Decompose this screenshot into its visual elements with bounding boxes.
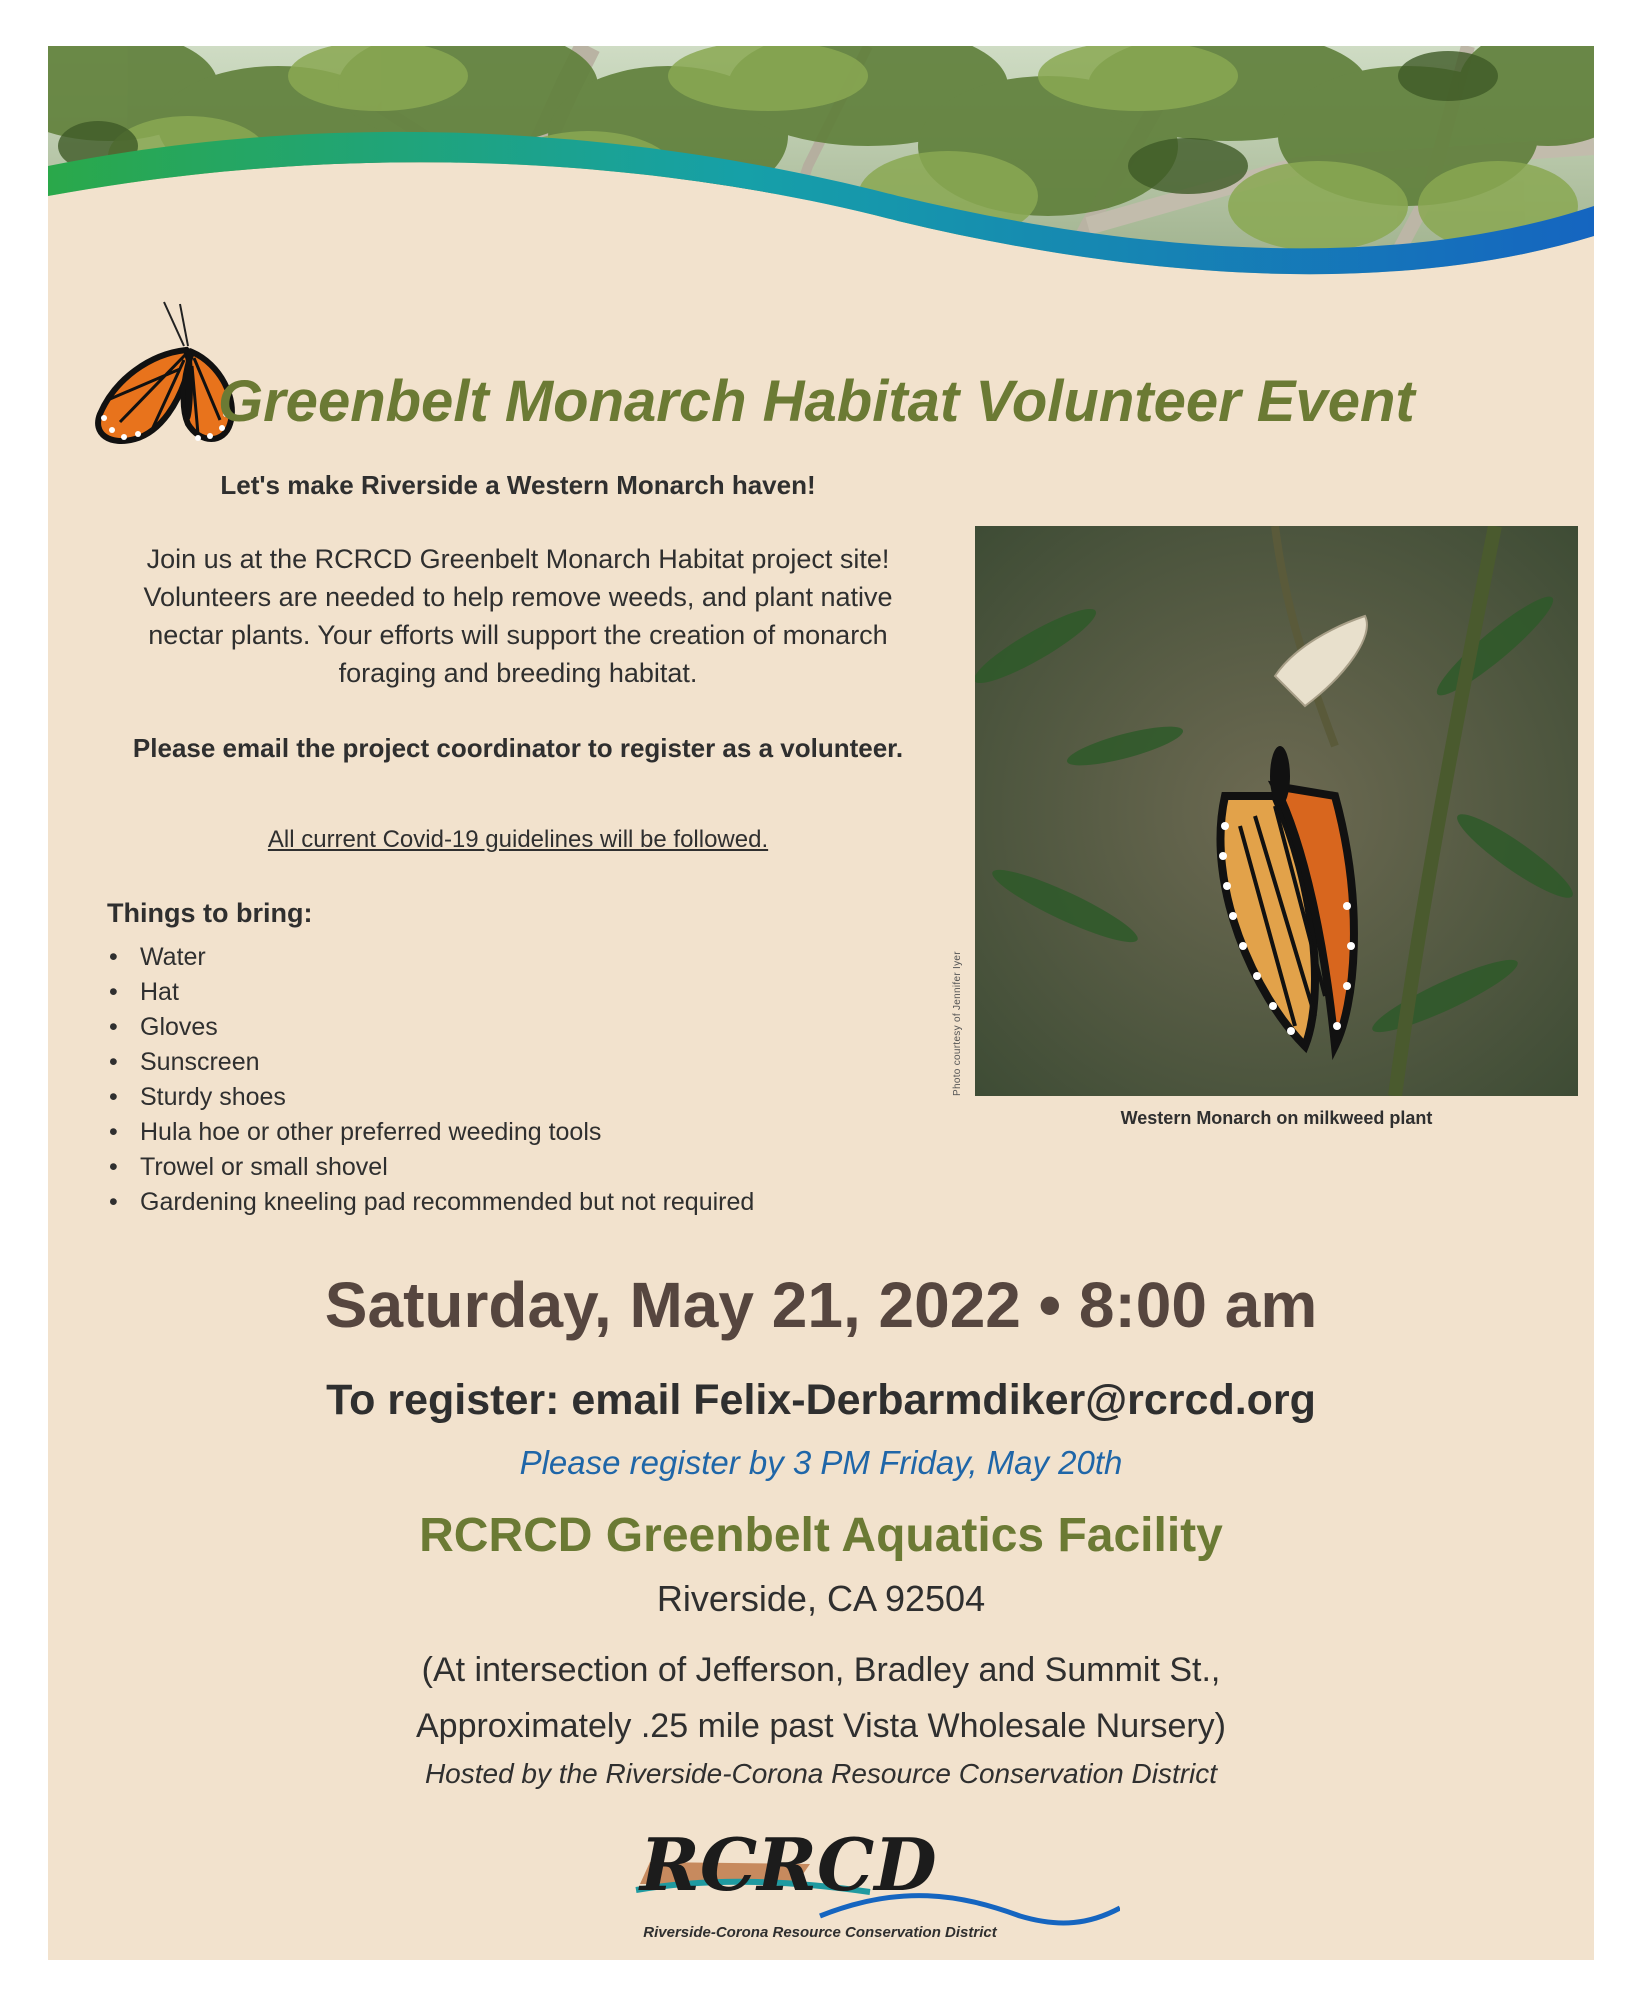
list-item: • Trowel or small shovel <box>107 1150 754 1185</box>
list-item: • Water <box>107 940 754 975</box>
list-item: • Sturdy shoes <box>107 1080 754 1115</box>
list-item: • Gloves <box>107 1010 754 1045</box>
tree-canopy-banner <box>48 46 1594 346</box>
registration-deadline: Please register by 3 PM Friday, May 20th <box>519 1444 1123 1481</box>
event-date-time: Saturday, May 21, 2022 • 8:00 am <box>324 1269 1318 1341</box>
rcrcd-logo <box>600 1824 1120 1926</box>
covid-note <box>108 826 928 854</box>
covid-note-text: All current Covid-19 guidelines will be followed. <box>267 826 769 853</box>
list-item: • Gardening kneeling pad recommended but not required <box>107 1185 754 1220</box>
list-item: • Sunscreen <box>107 1045 754 1080</box>
photo-credit: Photo courtesy of Jennifer Iyer <box>952 951 963 1096</box>
city-line: Riverside, CA 92504 <box>656 1578 986 1619</box>
directions-line-2: Approximately .25 mile past Vista Wholesale Nursery) <box>415 1707 1227 1745</box>
directions-line-1: (At intersection of Jefferson, Bradley and Summit St., <box>421 1651 1221 1689</box>
hosted-by: Hosted by the Riverside-Corona Resource Conservation District <box>424 1758 1218 1789</box>
list-item: • Hula hoe or other preferred weeding tools <box>107 1115 754 1150</box>
monarch-butterfly-icon <box>80 294 240 454</box>
things-to-bring-heading: Things to bring: <box>107 898 313 928</box>
intro-paragraph: Join us at the RCRCD Greenbelt Monarch Habitat project site! Volunteers are needed to help remove weeds, and plant native nectar plants. Your efforts will support the creation of monarch foraging and breeding habitat. <box>143 544 893 688</box>
things-to-bring-list <box>107 940 754 1220</box>
intro-heading: Let's make Riverside a Western Monarch haven! <box>220 470 816 500</box>
email-instruction: Please email the project coordinator to register as a volunteer. <box>132 733 904 763</box>
list-item: • Hat <box>107 975 754 1010</box>
logo-subtitle: Riverside-Corona Resource Conservation District <box>643 1924 997 1941</box>
event-title: Greenbelt Monarch Habitat Volunteer Event <box>218 369 1415 434</box>
photo-caption: Western Monarch on milkweed plant <box>1120 1108 1433 1128</box>
monarch-on-milkweed-photo <box>975 526 1578 1096</box>
facility-name: RCRCD Greenbelt Aquatics Facility <box>419 1509 1223 1562</box>
logo-wordmark: RCRCD <box>640 1824 937 1907</box>
directions <box>48 1642 1594 1754</box>
register-email: To register: email Felix-Derbarmdiker@rcrcd.org <box>326 1376 1316 1424</box>
flyer <box>48 46 1594 1960</box>
